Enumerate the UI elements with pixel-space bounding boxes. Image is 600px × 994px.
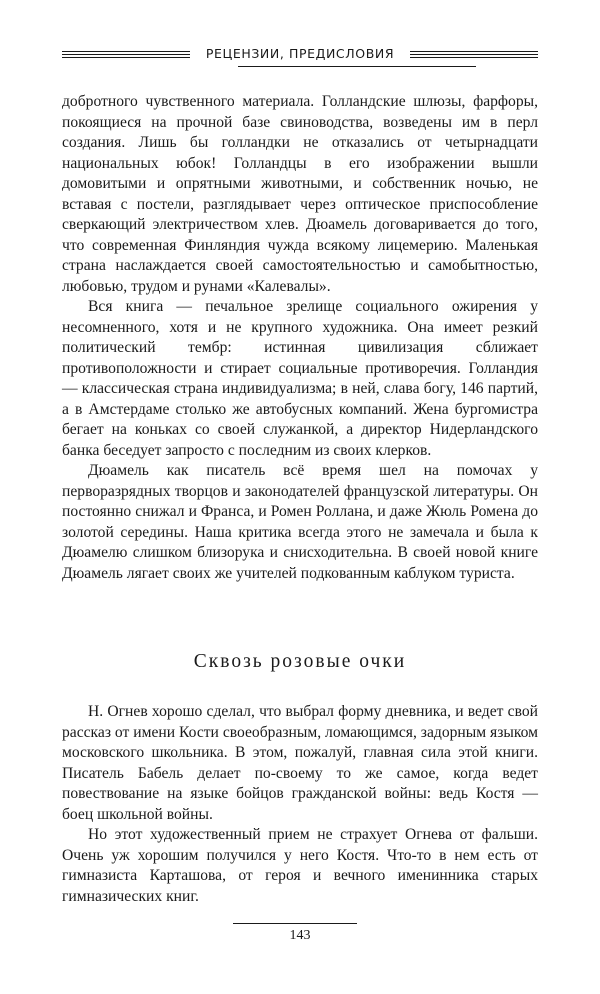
header-title-underline xyxy=(238,66,476,67)
article-continuation xyxy=(62,92,538,584)
running-title: РЕЦЕНЗИИ, ПРЕДИСЛОВИЯ xyxy=(205,46,395,61)
review-paragraph-1: Н. Огнев хорошо сделал, что выбрал форму дневника, и ведет свой рассказ от имени Кости своеобразным, ломающимся, задорным языком московского школьника. В этом, пожалуй, главная сила этой книги. Писатель Бабель делает по-своему то же самое, когда ведет повествование на языке бойцов гражданской войны: ведь Костя — боец школьной войны. xyxy=(62,703,538,823)
review-paragraph-2: Но этот художественный прием не страхует Огнева от фальши. Очень уж хорошим получился у него Костя. Что-то в нем есть от гимназиста Карташова, от героя и вечного именинника старых гимназических книг. xyxy=(62,826,538,905)
paragraph-3: Дюамель как писатель всё время шел на помочах у перворазрядных творцов и законодателей французской литературы. Он постоянно снижал и Франса, и Ромен Роллана, и даже Жюль Ромена до золотой середины. Наша критика всегда этого не замечала и была к Дюамелю слишком близорука и снисходительна. В своей новой книге Дюамель лягает своих же учителей подкованным каблуком туриста. xyxy=(62,462,538,582)
paragraph-1: добротного чувственного материала. Голландские шлюзы, фарфоры, покоящиеся на прочной базе свиноводства, возведены им в перл создания. Лишь бы голландки не отказались от четырнадцати национальных юбок! Голландцы в его изображении вышли домовитыми и опрятными животными, и собственник ночью, не вставая с постели, разглядывает через оптическое приспособление сверкающий электричеством хлев. Дюамель договаривается до того, что современная Финляндия чужда всякому лицемерию. Маленькая страна наслаждается своей самостоятельностью и самобытностью, любовью, трудом и рунами «Калевалы». xyxy=(62,93,538,295)
section-title: Сквозь розовые очки xyxy=(193,651,407,672)
page-number: 143 xyxy=(289,928,311,943)
running-head xyxy=(62,44,538,68)
header-rule-left xyxy=(62,51,190,58)
review-body xyxy=(62,702,538,907)
paragraph-2: Вся книга — печальное зрелище социального ожирения у несомненного, хотя и не крупного художника. Она имеет резкий политический тембр: истинная цивилизация сближает противоположности и стирает социальные противоречия. Голландия — классическая страна индивидуализма; в ней, слава богу, 146 партий, а в Амстердаме столько же автобусных компаний. Жена бургомистра бегает на коньках со своей служанкой, а директор Нидерландского банка беседует запросто с последним из своих клерков. xyxy=(62,298,538,459)
footer-rule xyxy=(233,923,357,924)
header-rule-right xyxy=(410,51,538,58)
